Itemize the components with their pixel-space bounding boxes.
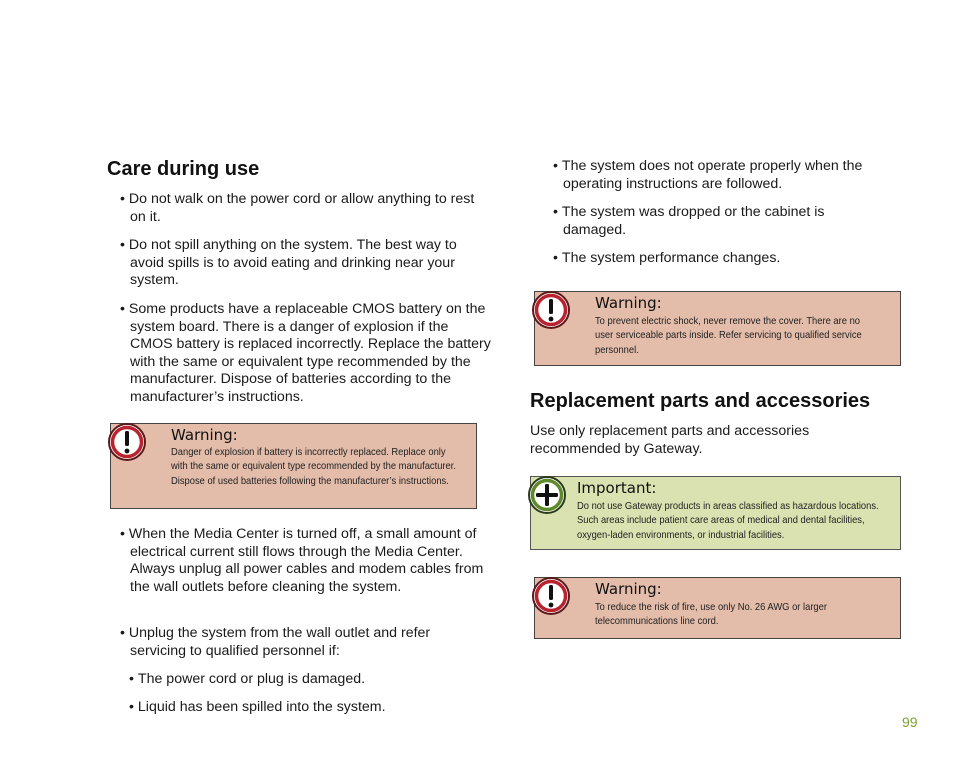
- page-number: 99: [902, 714, 918, 730]
- electric-shock-warning-callout: [534, 291, 901, 366]
- list-item: • Do not walk on the power cord or allow anything to rest on it.: [120, 191, 480, 226]
- callout-body: Danger of explosion if battery is incorrectly replaced. Replace only with the same or equivalent type recommended by the manufacturer. Dispose of used batteries following the manufacturer’s instructions.: [171, 447, 456, 487]
- sub-list-item: • Liquid has been spilled into the system.: [129, 699, 459, 717]
- sub-list-item: • The system does not operate properly when the operating instructions are followed.: [553, 158, 893, 193]
- exclamation-icon: [105, 420, 149, 464]
- intro-paragraph: Use only replacement parts and accessories recommended by Gateway.: [530, 423, 810, 457]
- list-item: • Unplug the system from the wall outlet and refer servicing to qualified personnel if:: [120, 625, 470, 660]
- battery-warning-callout: [110, 423, 477, 509]
- callout-body: To prevent electric shock, never remove the cover. There are no user serviceable parts inside. Refer servicing to qualified service personnel.: [595, 316, 862, 356]
- plus-icon: [525, 473, 569, 517]
- replacement-parts-heading: Replacement parts and accessories: [530, 390, 871, 412]
- callout-title: Warning:: [595, 580, 662, 598]
- exclamation-icon: [529, 574, 573, 618]
- callout-body: To reduce the risk of fire, use only No. 26 AWG or larger telecommunications line cord.: [595, 602, 827, 628]
- list-item: • Do not spill anything on the system. The best way to avoid spills is to avoid eating and drinking near your system.: [120, 237, 482, 290]
- sub-list-item: • The system performance changes.: [553, 250, 893, 268]
- callout-title: Important:: [577, 479, 657, 497]
- fire-warning-callout: [534, 577, 901, 639]
- list-item: • Some products have a replaceable CMOS battery on the system board. There is a danger of explosion if the CMOS battery is replaced incorrectly. Replace the battery with the same or equivalent type recommended by the manufacturer. Dispose of batteries according to the manufacturer’s instructions.: [120, 301, 492, 407]
- sub-list-item: • The system was dropped or the cabinet is damaged.: [553, 204, 863, 239]
- care-during-use-heading: Care during use: [107, 158, 260, 180]
- callout-body: Do not use Gateway products in areas classified as hazardous locations. Such areas include patient care areas of medical and dental facilities, oxygen-laden environments, or industrial facilities.: [577, 501, 879, 541]
- list-item: • When the Media Center is turned off, a small amount of electrical current still flows through the Media Center. Always unplug all power cables and modem cables from the wall outlets before cleaning the system.: [120, 526, 490, 596]
- important-callout: [530, 476, 901, 550]
- exclamation-icon: [529, 288, 573, 332]
- callout-title: Warning:: [171, 426, 238, 444]
- callout-title: Warning:: [595, 294, 662, 312]
- sub-list-item: • The power cord or plug is damaged.: [129, 671, 459, 689]
